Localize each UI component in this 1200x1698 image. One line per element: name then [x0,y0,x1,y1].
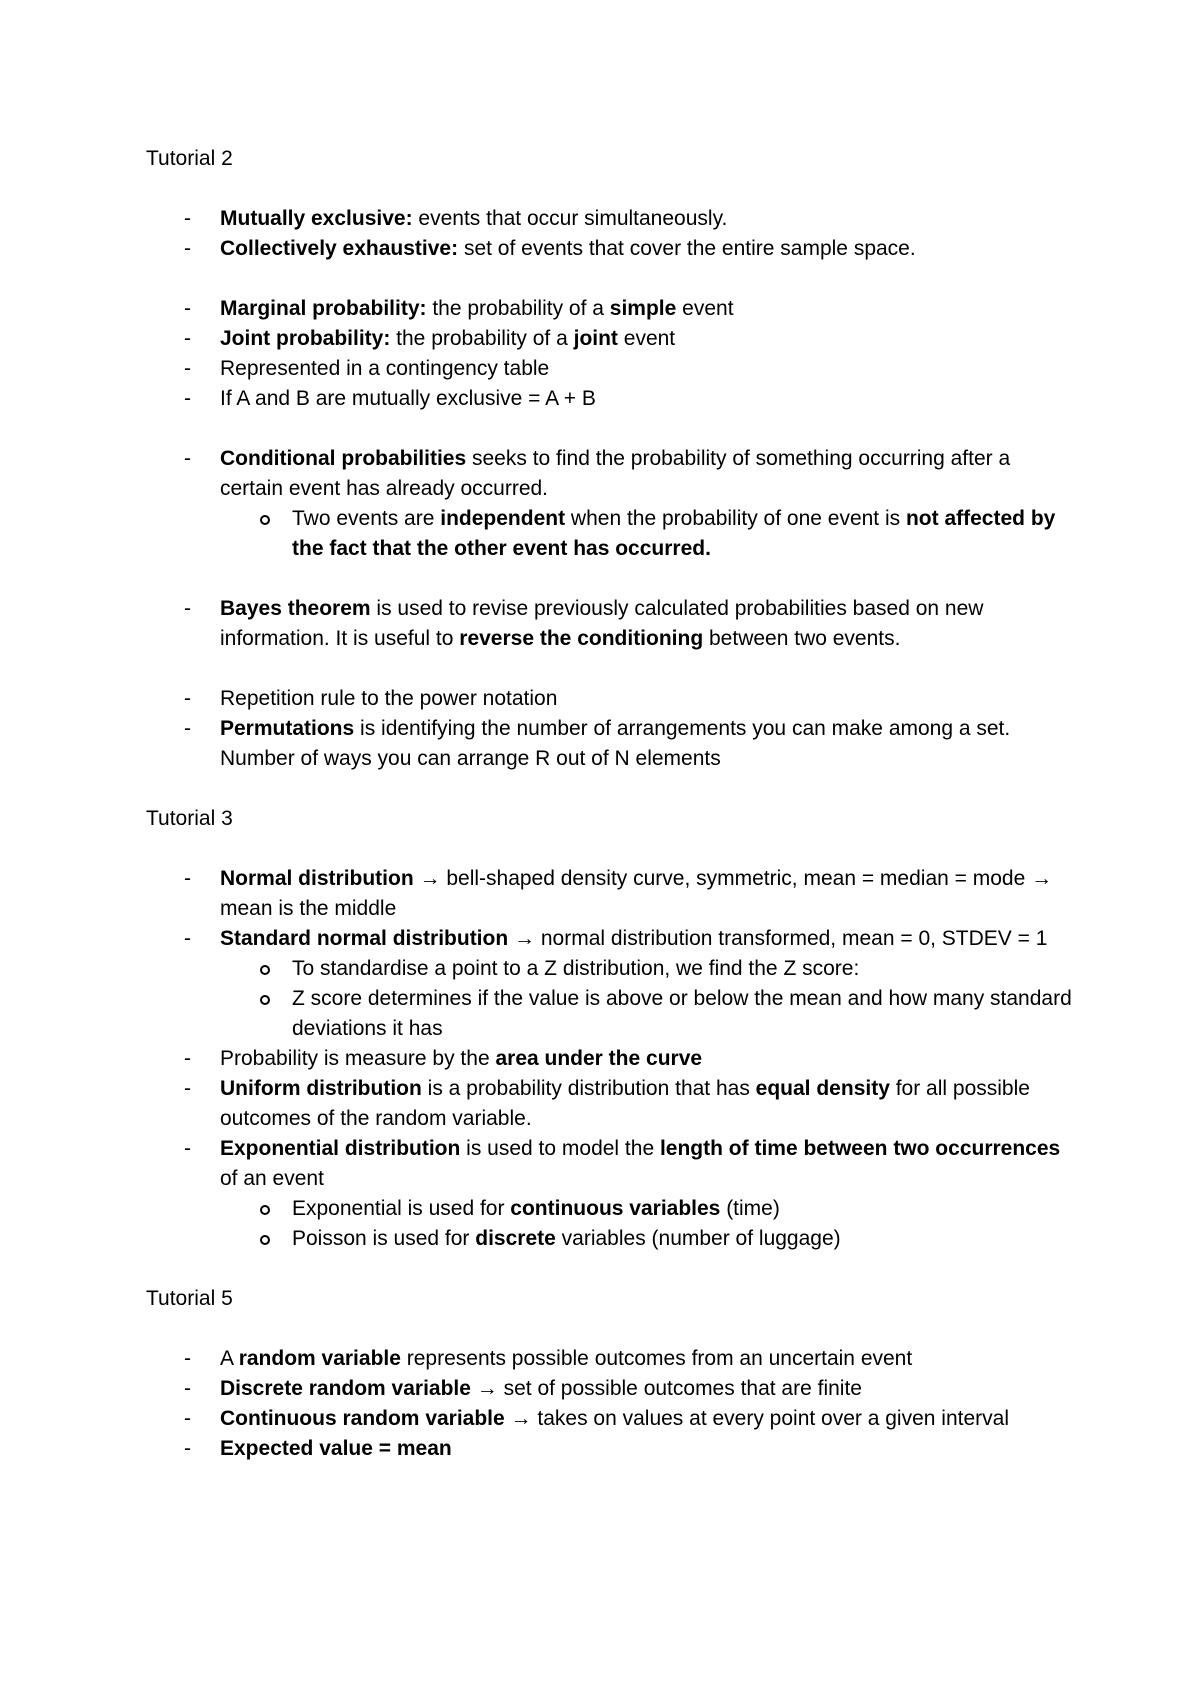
text-run: bell-shaped density curve, symmetric, mean = median = mode → mean is the middle [220,867,1053,920]
spacer [146,564,1076,594]
bold-term: Conditional probabilities [220,447,467,470]
bold-term: Exponential distribution [220,1137,461,1160]
bullet-list [146,204,1076,264]
bold-term: Mutually exclusive: [220,207,413,230]
spacer [146,834,1076,864]
notes-content [146,144,1076,1464]
text-run: Probability is measure by the [220,1047,496,1070]
list-item [146,714,1076,774]
section-heading: Tutorial 5 [146,1287,233,1310]
bold-term: Marginal probability: [220,297,427,320]
sub-list-item [146,1224,1076,1254]
bold-term: not affected by the fact that the other event has occurred. [292,507,1056,560]
bullet-list [146,444,1076,564]
text-run: Two events are [292,507,441,530]
section-heading: Tutorial 3 [146,807,233,830]
bold-term: reverse the conditioning [459,627,704,650]
spacer [146,1314,1076,1344]
bold-term: simple [609,297,677,320]
text-run: between two events. [703,627,901,650]
text-run: seeks to find the probability of something occurring after a certain event has already occurred. [220,447,1011,500]
text-run: is a probability distribution that has [421,1077,756,1100]
bullet-list [146,1344,1076,1464]
sub-list-item [146,1194,1076,1224]
list-item [146,204,1076,234]
bold-term: equal density [755,1077,890,1100]
list-item [146,1134,1076,1194]
text-run: when the probability of one event is [565,507,906,530]
list-item [146,354,1076,384]
text-run: event [676,297,734,320]
sub-list-item [146,954,1076,984]
text-run: is used to model the [460,1137,660,1160]
text-run: event [617,327,676,350]
bullet-list [146,684,1076,774]
text-run: Z score determines if the value is above or below the mean and how many standard deviations it has [292,987,1072,1040]
text-run: If A and B are mutually exclusive = A + B [220,387,596,410]
text-run: (time) [720,1197,780,1220]
bold-term: Continuous random variable → [220,1407,532,1430]
spacer [146,774,1076,804]
text-run: set of possible outcomes that are finite [497,1377,862,1400]
text-run: takes on values at every point over a given interval [531,1407,1009,1430]
sub-list-item [146,984,1076,1044]
bold-term: joint [573,327,618,350]
bold-term: Joint probability: [220,327,391,350]
bullet-list [146,594,1076,654]
bold-term: area under the curve [495,1047,703,1070]
text-run: is used to revise previously calculated probabilities based on new information. It is useful to [220,597,984,650]
bold-term: Collectively exhaustive: [220,237,459,260]
sub-list-item [146,504,1076,564]
text-run: Represented in a contingency table [220,357,550,380]
text-run: Exponential is used for [292,1197,511,1220]
text-run: of an event [220,1167,324,1190]
bold-term: Discrete random variable → [220,1377,498,1400]
list-item [146,1404,1076,1434]
bold-term: continuous variables [510,1197,721,1220]
bold-term: Normal distribution → [220,867,441,890]
list-item [146,1044,1076,1074]
text-run: the probability of a [426,297,610,320]
list-item [146,1344,1076,1374]
list-item [146,384,1076,414]
text-run: the probability of a [390,327,574,350]
text-run: represents possible outcomes from an uncertain event [400,1347,913,1370]
list-item [146,1374,1076,1404]
text-run: events that occur simultaneously. [412,207,728,230]
text-run: To standardise a point to a Z distribution, we find the Z score: [292,957,860,980]
bold-term: Expected value = mean [220,1437,452,1460]
spacer [146,174,1076,204]
spacer [146,414,1076,444]
bold-term: random variable [238,1347,401,1370]
list-item [146,444,1076,504]
section-heading: Tutorial 2 [146,147,233,170]
text-run: A [220,1347,239,1370]
bold-term: discrete [475,1227,556,1250]
bullet-list [146,294,1076,414]
text-run: for all possible outcomes of the random variable. [220,1077,1030,1130]
bold-term: independent [440,507,566,530]
bold-term: Uniform distribution [220,1077,422,1100]
list-item [146,234,1076,264]
list-item [146,294,1076,324]
bold-term: length of time between two occurrences [659,1137,1061,1160]
text-run: is identifying the number of arrangements you can make among a set. Number of ways you can arrange R out of N elements [220,717,1011,770]
text-run: Repetition rule to the power notation [220,687,558,710]
text-run: Poisson is used for [292,1227,476,1250]
list-item [146,324,1076,354]
list-item [146,1074,1076,1134]
list-item [146,864,1076,924]
text-run: set of events that cover the entire sample space. [458,237,916,260]
text-run: normal distribution transformed, mean = 0, STDEV = 1 [535,927,1048,950]
bullet-list [146,864,1076,1254]
spacer [146,654,1076,684]
spacer [146,1254,1076,1284]
bold-term: Bayes theorem [220,597,371,620]
bold-term: Permutations [220,717,355,740]
list-item [146,594,1076,654]
text-run: variables (number of luggage) [555,1227,841,1250]
bold-term: Standard normal distribution → [220,927,536,950]
spacer [146,264,1076,294]
list-item [146,924,1076,954]
list-item [146,684,1076,714]
list-item [146,1434,1076,1464]
